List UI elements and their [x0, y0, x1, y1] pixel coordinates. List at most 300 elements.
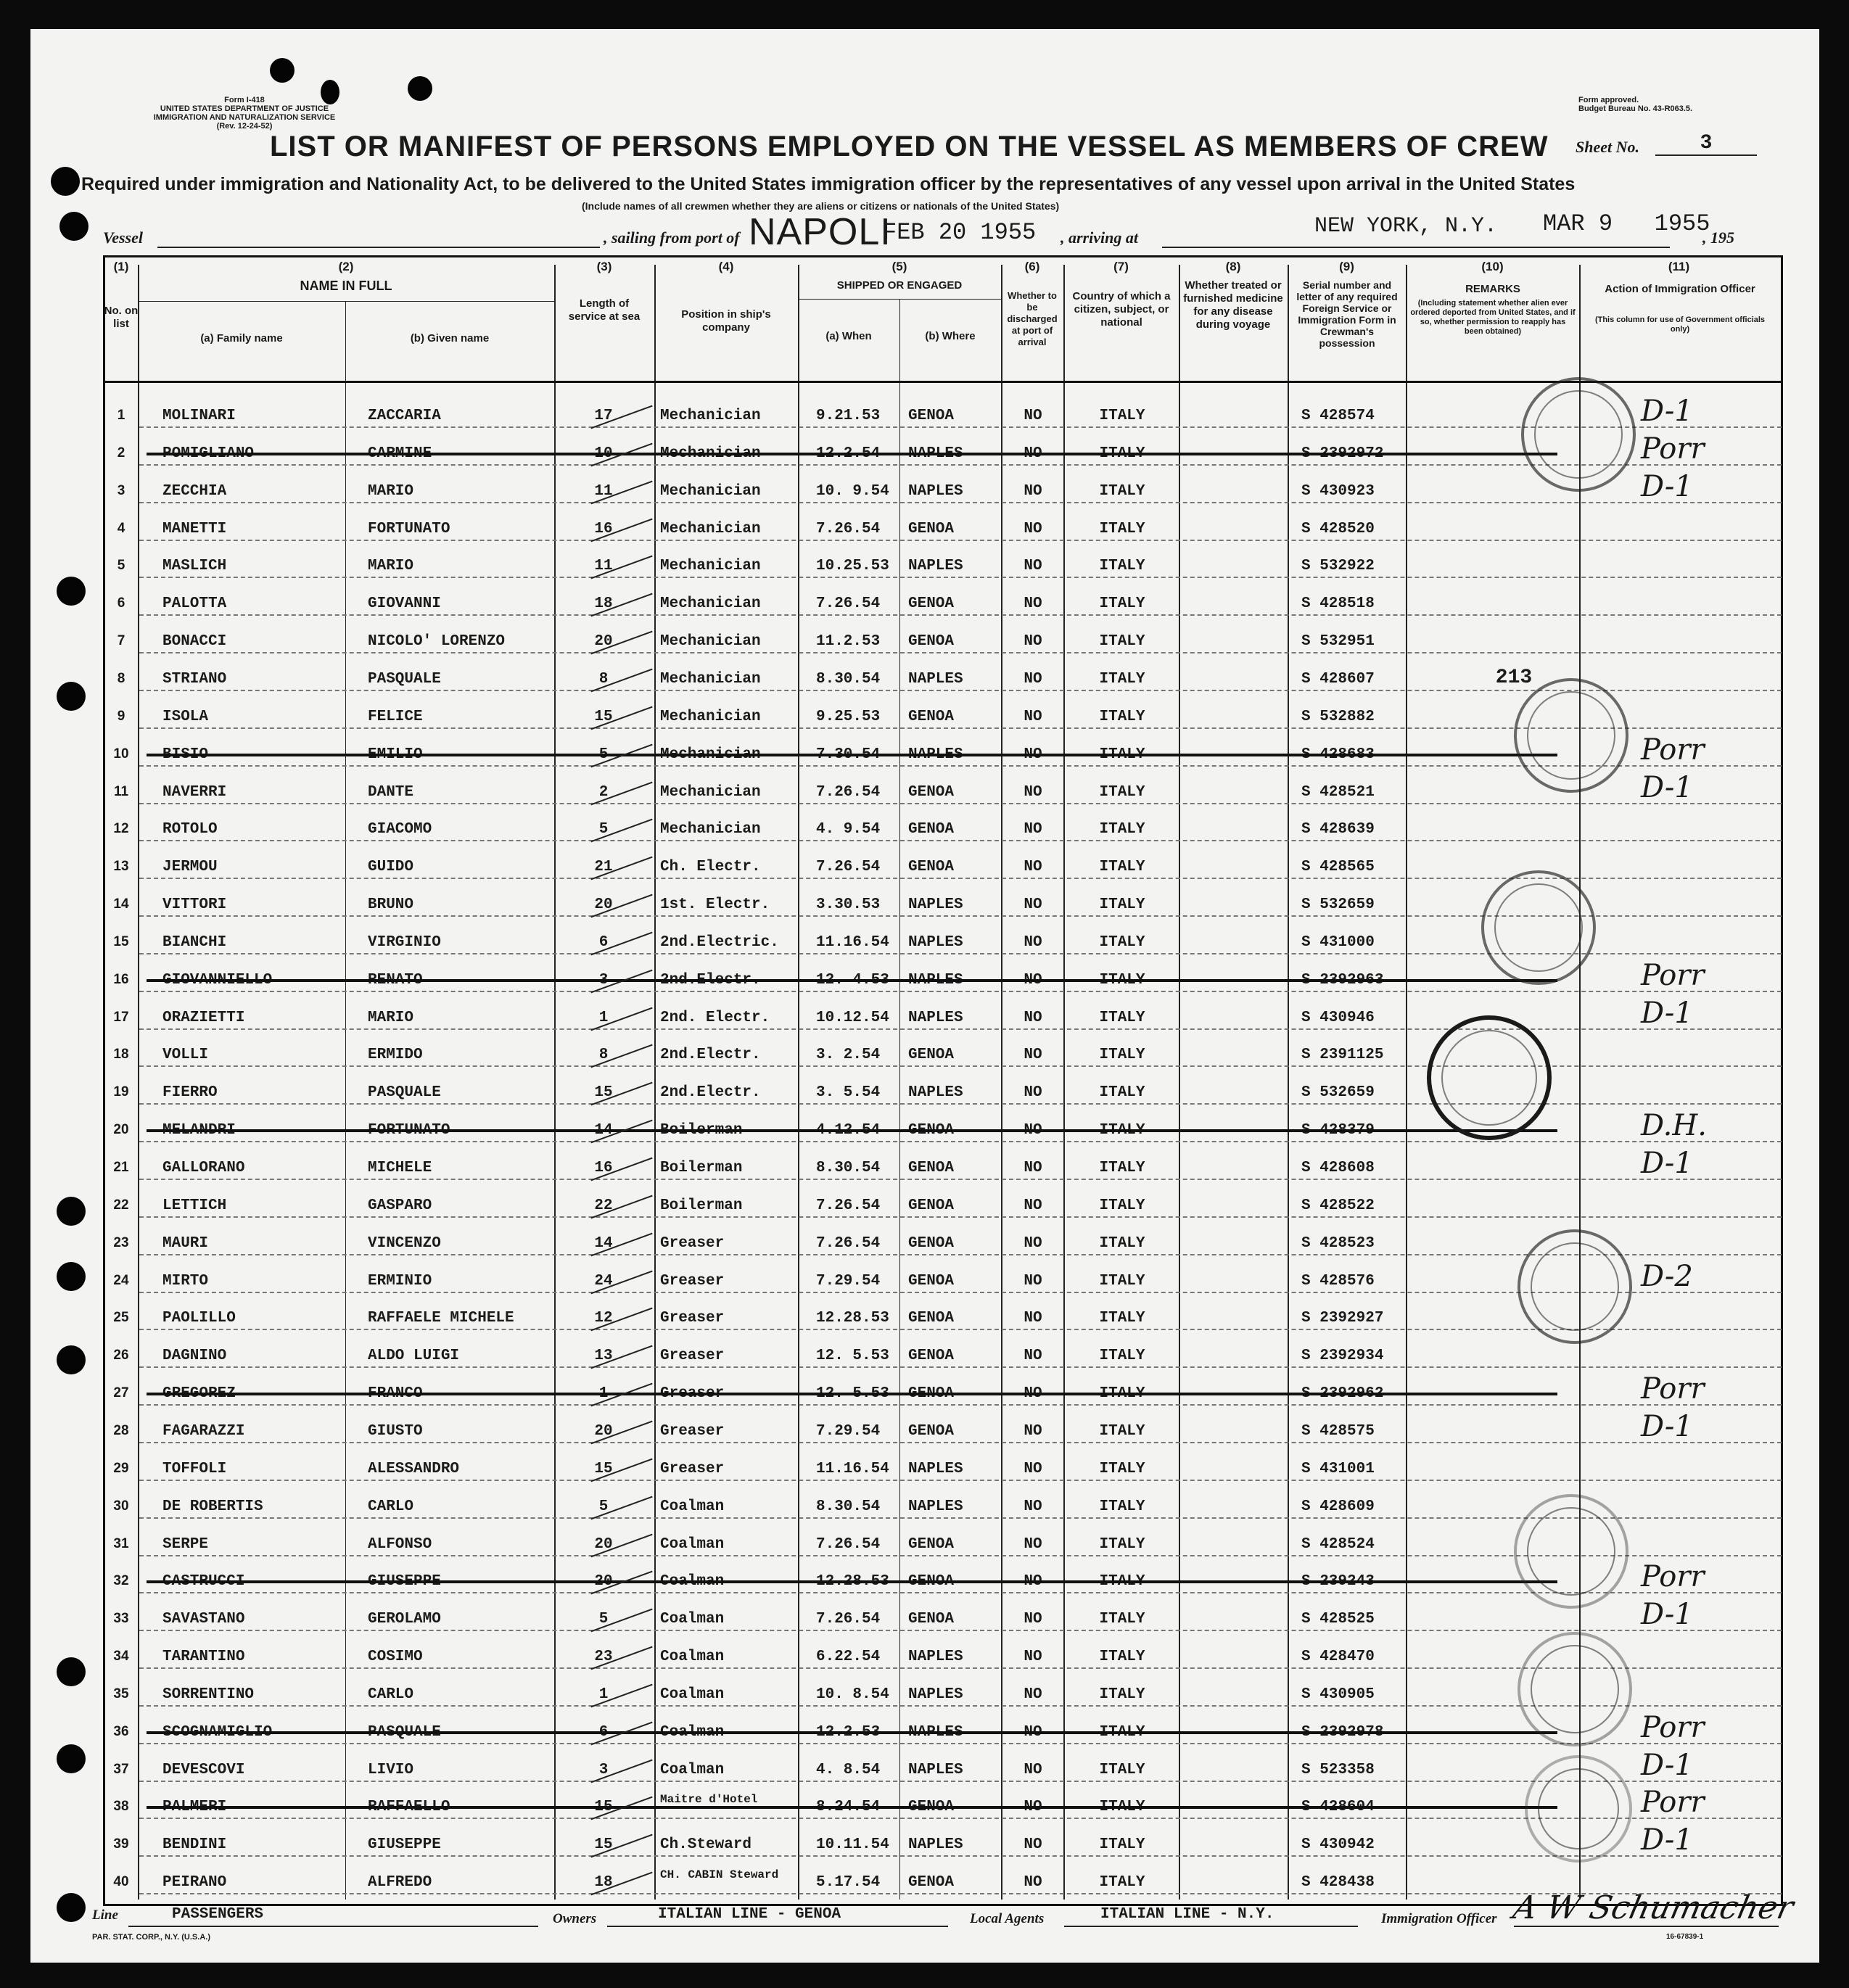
length-of-service: 23: [594, 1649, 613, 1666]
country: ITALY: [1099, 1160, 1145, 1176]
family-name: CASTRUCCI: [162, 1573, 245, 1591]
discharged: NO: [1024, 520, 1042, 537]
serial-number: S 2392963: [1301, 971, 1384, 989]
discharged: NO: [1024, 482, 1042, 500]
shipped-when: 11.2.53: [816, 633, 881, 651]
row-rule: [139, 1855, 1782, 1857]
serial-number: S 428607: [1301, 670, 1375, 688]
shipped-where: NAPLES: [908, 896, 963, 914]
discharged: NO: [1024, 595, 1042, 613]
family-name: MAURI: [162, 1234, 209, 1252]
year-suffix: , 195: [1702, 228, 1734, 247]
shipped-when: 3. 2.54: [816, 1047, 881, 1064]
position: Mechanician: [660, 783, 761, 801]
col-num-5: (5): [891, 260, 907, 273]
country: ITALY: [1099, 408, 1145, 424]
length-of-service: 5: [598, 1498, 609, 1515]
family-name: ZECCHIA: [162, 482, 227, 500]
country: ITALY: [1099, 1761, 1145, 1778]
shipped-where: NAPLES: [908, 1649, 963, 1666]
immigration-action: D.H.: [1641, 1109, 1707, 1143]
given-name: RENATO: [368, 971, 423, 989]
col-num-4: (4): [718, 260, 734, 273]
shipped-where: GENOA: [908, 1611, 955, 1628]
length-of-service: 2: [598, 783, 609, 801]
discharged: NO: [1024, 408, 1042, 424]
country: ITALY: [1099, 1649, 1145, 1666]
country: ITALY: [1099, 1197, 1145, 1214]
row-number: 40: [113, 1874, 129, 1890]
position: 2nd. Electr.: [660, 1009, 770, 1026]
shipped-where: GENOA: [908, 1272, 955, 1290]
sailing-date: FEB 20 1955: [883, 219, 1037, 246]
given-name: GIUSEPPE: [368, 1573, 441, 1591]
discharged: NO: [1024, 1836, 1042, 1854]
country: ITALY: [1099, 1084, 1145, 1102]
given-name: ALFONSO: [368, 1535, 432, 1553]
discharged: NO: [1024, 1686, 1042, 1703]
given-name: GIUSTO: [368, 1422, 423, 1440]
position: Greaser: [660, 1422, 725, 1440]
instruction-note: (Include names of all crewmen whether they are aliens or citizens or nationals of the United States): [582, 200, 1060, 212]
length-of-service: 5: [598, 1611, 609, 1628]
length-of-service: 3: [598, 971, 609, 989]
length-of-service: 15: [594, 708, 613, 725]
shipped-where: NAPLES: [908, 482, 963, 500]
shipped-when: 7.26.54: [816, 1234, 881, 1252]
country: ITALY: [1099, 1009, 1145, 1026]
family-name: DE ROBERTIS: [162, 1498, 263, 1515]
col-num-11: (11): [1668, 260, 1690, 273]
country: ITALY: [1099, 1422, 1145, 1440]
strike-through: [147, 1580, 1557, 1583]
header-name-in-full: NAME IN FULL: [300, 279, 392, 293]
column-rule: [798, 265, 799, 1900]
sailing-label: , sailing from port of: [604, 228, 740, 247]
serial-number: S 428575: [1301, 1422, 1375, 1440]
family-name: GREGOREZ: [162, 1385, 236, 1403]
serial-number: S 2392962: [1301, 1385, 1384, 1403]
row-rule: [139, 1028, 1782, 1030]
family-name: MANETTI: [162, 520, 227, 537]
sheet-label: Sheet No.: [1576, 138, 1639, 156]
immigration-action: Porr: [1641, 1560, 1705, 1594]
country: ITALY: [1099, 1498, 1145, 1515]
column-rule: [654, 265, 656, 1900]
col-num-10: (10): [1481, 260, 1504, 273]
row-number: 21: [113, 1160, 129, 1175]
shipped-where: NAPLES: [908, 1836, 963, 1854]
agents-field: [1064, 1926, 1358, 1927]
arrival-field: [1162, 247, 1670, 248]
serial-number: S 428576: [1301, 1272, 1375, 1290]
shipped-when: 7.26.54: [816, 595, 881, 613]
position: Boilerman: [660, 1160, 743, 1176]
serial-number: S 532922: [1301, 558, 1375, 575]
shipped-where: GENOA: [908, 1197, 955, 1214]
row-number: 13: [113, 859, 129, 875]
length-of-service: 6: [598, 1723, 609, 1741]
immigration-action: D-1: [1641, 395, 1693, 428]
shipped-where: GENOA: [908, 1422, 955, 1440]
shipped-when: 10. 8.54: [816, 1686, 889, 1703]
shipped-where: GENOA: [908, 859, 955, 876]
length-of-service: 1: [598, 1686, 609, 1703]
shipped-when: 10.11.54: [816, 1836, 889, 1854]
form-number: Form I-418: [224, 96, 265, 104]
position: Greaser: [660, 1272, 725, 1290]
discharged: NO: [1024, 1573, 1042, 1591]
shipped-when: 4. 8.54: [816, 1761, 881, 1778]
given-name: VINCENZO: [368, 1234, 441, 1252]
punch-hole: [57, 1657, 86, 1686]
row-number: 27: [113, 1385, 129, 1401]
vessel-label: Vessel: [103, 228, 143, 247]
discharged: NO: [1024, 1422, 1042, 1440]
family-name: SCOGNAMIGLIO: [162, 1723, 273, 1741]
length-of-service: 13: [594, 1348, 613, 1365]
length-of-service: 5: [598, 746, 609, 763]
family-name: PAOLILLO: [162, 1310, 236, 1327]
family-name: BENDINI: [162, 1836, 227, 1854]
form-approved: Form approved.: [1578, 96, 1639, 104]
serial-number: S 532951: [1301, 633, 1375, 651]
country: ITALY: [1099, 1047, 1145, 1064]
length-of-service: 11: [594, 558, 613, 575]
shipped-when: 6.22.54: [816, 1649, 881, 1666]
discharged: NO: [1024, 896, 1042, 914]
country: ITALY: [1099, 1611, 1145, 1628]
country: ITALY: [1099, 1460, 1145, 1477]
row-rule: [139, 1442, 1782, 1443]
family-name: VOLLI: [162, 1047, 209, 1064]
immigration-action: Porr: [1641, 1372, 1705, 1406]
given-name: MICHELE: [368, 1160, 432, 1176]
country: ITALY: [1099, 821, 1145, 838]
given-name: GASPARO: [368, 1197, 432, 1214]
discharged: NO: [1024, 1649, 1042, 1666]
shipped-when: 8.30.54: [816, 670, 881, 688]
discharged: NO: [1024, 1385, 1042, 1403]
row-number: 4: [117, 520, 125, 536]
position: Coalman: [660, 1573, 725, 1591]
country: ITALY: [1099, 1310, 1145, 1327]
given-name: LIVIO: [368, 1761, 414, 1778]
immigration-action: Porr: [1641, 1786, 1705, 1820]
given-name: RAFFAELE MICHELE: [368, 1310, 514, 1327]
row-rule: [139, 1179, 1782, 1180]
consulate-stamp: [1518, 1632, 1632, 1746]
line-label: Line: [92, 1907, 118, 1923]
family-name: GALLORANO: [162, 1160, 245, 1176]
country: ITALY: [1099, 670, 1145, 688]
serial-number: S 430923: [1301, 482, 1375, 500]
family-name: ROTOLO: [162, 821, 218, 838]
serial-number: S 428574: [1301, 408, 1375, 424]
shipped-when: 12.28.53: [816, 1310, 889, 1327]
position: Ch. Electr.: [660, 859, 761, 876]
row-number: 33: [113, 1611, 129, 1627]
row-number: 25: [113, 1310, 129, 1326]
country: ITALY: [1099, 1573, 1145, 1591]
length-of-service: 22: [594, 1197, 613, 1214]
serial-number: S 428524: [1301, 1535, 1375, 1553]
discharged: NO: [1024, 1234, 1042, 1252]
sheet-number: 3: [1655, 132, 1757, 156]
shipped-when: 8.30.54: [816, 1498, 881, 1515]
owners-label: Owners: [553, 1911, 597, 1926]
arriving-label: , arriving at: [1061, 228, 1138, 247]
position: Boilerman: [660, 1122, 743, 1139]
length-of-service: 20: [594, 1573, 613, 1591]
remark: 213: [1495, 666, 1533, 689]
discharged: NO: [1024, 708, 1042, 725]
family-name: PEIRANO: [162, 1874, 227, 1892]
col-num-9: (9): [1339, 260, 1354, 273]
row-number: 9: [117, 708, 125, 724]
column-rule: [1063, 265, 1065, 1900]
immigration-action: Porr: [1641, 432, 1705, 466]
punch-hole: [57, 577, 86, 606]
row-number: 19: [113, 1084, 129, 1100]
row-rule: [139, 1366, 1782, 1368]
country: ITALY: [1099, 971, 1145, 989]
header-discharged: Whether to be discharged at port of arrival: [1007, 290, 1058, 347]
length-of-service: 10: [594, 445, 613, 462]
position: Coalman: [660, 1686, 725, 1703]
shipped-where: NAPLES: [908, 1084, 963, 1102]
row-number: 35: [113, 1686, 129, 1702]
length-of-service: 1: [598, 1385, 609, 1403]
immigration-action: D-1: [1641, 1748, 1693, 1782]
length-of-service: 15: [594, 1799, 613, 1816]
length-of-service: 8: [598, 670, 609, 688]
length-of-service: 16: [594, 520, 613, 537]
shipped-where: GENOA: [908, 408, 955, 424]
row-rule: [139, 1329, 1782, 1330]
family-name: PALMERI: [162, 1799, 227, 1816]
discharged: NO: [1024, 1272, 1042, 1290]
row-number: 29: [113, 1460, 129, 1476]
column-rule: [1288, 265, 1289, 1900]
length-of-service: 3: [598, 1761, 609, 1778]
row-rule: [139, 1743, 1782, 1744]
position: Mechanician: [660, 482, 761, 500]
immigration-action: D-1: [1641, 469, 1693, 503]
position: Coalman: [660, 1611, 725, 1628]
family-name: ISOLA: [162, 708, 209, 725]
strike-through: [147, 1129, 1557, 1132]
serial-number: S 428683: [1301, 746, 1375, 763]
row-number: 15: [113, 933, 129, 949]
col-num-3: (3): [596, 260, 612, 273]
serial-number: S 2392927: [1301, 1310, 1384, 1327]
serial-number: S 430942: [1301, 1836, 1375, 1854]
serial-number: S 2391125: [1301, 1047, 1384, 1064]
position: Greaser: [660, 1348, 725, 1365]
given-name: DANTE: [368, 783, 414, 801]
length-of-service: 15: [594, 1084, 613, 1102]
shipped-where: NAPLES: [908, 1686, 963, 1703]
discharged: NO: [1024, 445, 1042, 462]
punch-hole: [59, 212, 88, 241]
strike-through: [147, 754, 1557, 756]
family-name: NAVERRI: [162, 783, 227, 801]
family-name: MELANDRI: [162, 1122, 236, 1139]
serial-number: S 428525: [1301, 1611, 1375, 1628]
discharged: NO: [1024, 1009, 1042, 1026]
shipped-when: 7.26.54: [816, 859, 881, 876]
position: Ch.Steward: [660, 1836, 752, 1854]
officer-signature: A W Schumacher: [1510, 1889, 1797, 1926]
shipped-when: 5.17.54: [816, 1874, 881, 1892]
position: Coalman: [660, 1723, 725, 1741]
row-number: 22: [113, 1197, 129, 1213]
position: 1st. Electr.: [660, 896, 770, 914]
serial-number: S 428639: [1301, 821, 1375, 838]
shipped-when: 7.29.54: [816, 1422, 881, 1440]
row-number: 3: [117, 482, 125, 498]
position: Mechanician: [660, 595, 761, 613]
shipped-where: NAPLES: [908, 1460, 963, 1477]
header-remarks: REMARKS: [1465, 283, 1520, 295]
shipped-where: NAPLES: [908, 1498, 963, 1515]
immigration-action: D-1: [1641, 1823, 1693, 1857]
shipped-where: NAPLES: [908, 1761, 963, 1778]
form-agency-block: [107, 96, 382, 131]
header-length-service: Length of service at sea: [568, 297, 641, 323]
family-name: BONACCI: [162, 633, 227, 651]
shipped-when: 7.26.54: [816, 1611, 881, 1628]
shipped-where: NAPLES: [908, 746, 963, 763]
country: ITALY: [1099, 708, 1145, 725]
shipped-where: NAPLES: [908, 558, 963, 575]
shipped-when: 4. 9.54: [816, 821, 881, 838]
immigration-action: Porr: [1641, 1710, 1705, 1744]
length-of-service: 16: [594, 1160, 613, 1176]
position: Greaser: [660, 1310, 725, 1327]
shipped-where: GENOA: [908, 1573, 955, 1591]
family-name: MIRTO: [162, 1272, 209, 1290]
row-number: 34: [113, 1649, 129, 1665]
subtitle: Required under immigration and Nationality Act, to be delivered to the United States immigration officer by the representatives of any vessel upon arrival in the United States: [81, 174, 1576, 194]
position: Coalman: [660, 1498, 725, 1515]
family-name: SERPE: [162, 1535, 209, 1553]
shipped-where: NAPLES: [908, 1009, 963, 1026]
shipped-where: GENOA: [908, 1160, 955, 1176]
column-rule: [345, 301, 346, 1900]
serial-number: S 431001: [1301, 1460, 1375, 1477]
discharged: NO: [1024, 1723, 1042, 1741]
position: Mechanician: [660, 408, 761, 424]
length-of-service: 15: [594, 1460, 613, 1477]
given-name: FRANCO: [368, 1385, 423, 1403]
punch-hole: [57, 1345, 86, 1374]
serial-number: S 428379: [1301, 1122, 1375, 1139]
country: ITALY: [1099, 1348, 1145, 1365]
position: 2nd.Electr.: [660, 1047, 761, 1064]
given-name: PASQUALE: [368, 1084, 441, 1102]
punch-hole: [51, 167, 80, 196]
row-number: 36: [113, 1723, 129, 1739]
position: Mechanician: [660, 520, 761, 537]
length-of-service: 17: [594, 408, 613, 424]
header-no-on-list: No. on list: [104, 305, 139, 330]
column-rule: [1179, 265, 1180, 1900]
given-name: MARIO: [368, 558, 414, 575]
country: ITALY: [1099, 482, 1145, 500]
discharged: NO: [1024, 1799, 1042, 1816]
family-name: JERMOU: [162, 859, 218, 876]
country: ITALY: [1099, 595, 1145, 613]
strike-through: [147, 1393, 1557, 1395]
shipped-when: 7.26.54: [816, 783, 881, 801]
length-of-service: 21: [594, 859, 613, 876]
row-rule: [139, 614, 1782, 616]
shipped-where: NAPLES: [908, 1723, 963, 1741]
family-name: TOFFOLI: [162, 1460, 227, 1477]
row-number: 18: [113, 1047, 129, 1063]
country: ITALY: [1099, 783, 1145, 801]
immigration-action: D-1: [1641, 1409, 1693, 1443]
row-number: 17: [113, 1009, 129, 1025]
serial-number: S 428518: [1301, 595, 1375, 613]
length-of-service: 18: [594, 1874, 613, 1892]
given-name: CARLO: [368, 1686, 414, 1703]
budget-bureau-number: Budget Bureau No. 43-R063.5.: [1578, 104, 1693, 113]
shipped-when: 12. 5.53: [816, 1348, 889, 1365]
discharged: NO: [1024, 1122, 1042, 1139]
strike-through: [147, 979, 1557, 982]
row-rule: [139, 652, 1782, 653]
row-number: 12: [113, 821, 129, 837]
shipped-when: 8.30.54: [816, 1160, 881, 1176]
country: ITALY: [1099, 633, 1145, 651]
row-number: 26: [113, 1348, 129, 1364]
family-name: DEVESCOVI: [162, 1761, 245, 1778]
discharged: NO: [1024, 1761, 1042, 1778]
given-name: RAFFAELLO: [368, 1799, 450, 1816]
shipped-where: GENOA: [908, 1047, 955, 1064]
shipped-when: 10. 9.54: [816, 482, 889, 500]
consulate-stamp: [1514, 1494, 1628, 1609]
length-of-service: 20: [594, 1535, 613, 1553]
shipped-when: 7.26.54: [816, 1535, 881, 1553]
serial-number: S 532659: [1301, 896, 1375, 914]
row-rule: [139, 502, 1782, 503]
row-rule: [139, 1404, 1782, 1406]
given-name: GUIDO: [368, 859, 414, 876]
shipped-when: 10.25.53: [816, 558, 889, 575]
family-name: DAGNINO: [162, 1348, 227, 1365]
shipped-when: 12.2.53: [816, 1723, 881, 1741]
row-number: 2: [117, 445, 125, 461]
serial-number: S 428523: [1301, 1234, 1375, 1252]
row-rule: [139, 540, 1782, 541]
row-number: 30: [113, 1498, 129, 1514]
given-name: CARLO: [368, 1498, 414, 1515]
header-position: Position in ship's company: [681, 308, 771, 334]
row-rule: [139, 840, 1782, 841]
country: ITALY: [1099, 859, 1145, 876]
strike-through: [147, 1806, 1557, 1809]
header-bottom-rule: [103, 381, 1781, 383]
position: Greaser: [660, 1234, 725, 1252]
row-number: 5: [117, 558, 125, 574]
shipped-when: 9.21.53: [816, 408, 881, 424]
family-name: SAVASTANO: [162, 1611, 245, 1628]
length-of-service: 11: [594, 482, 613, 500]
